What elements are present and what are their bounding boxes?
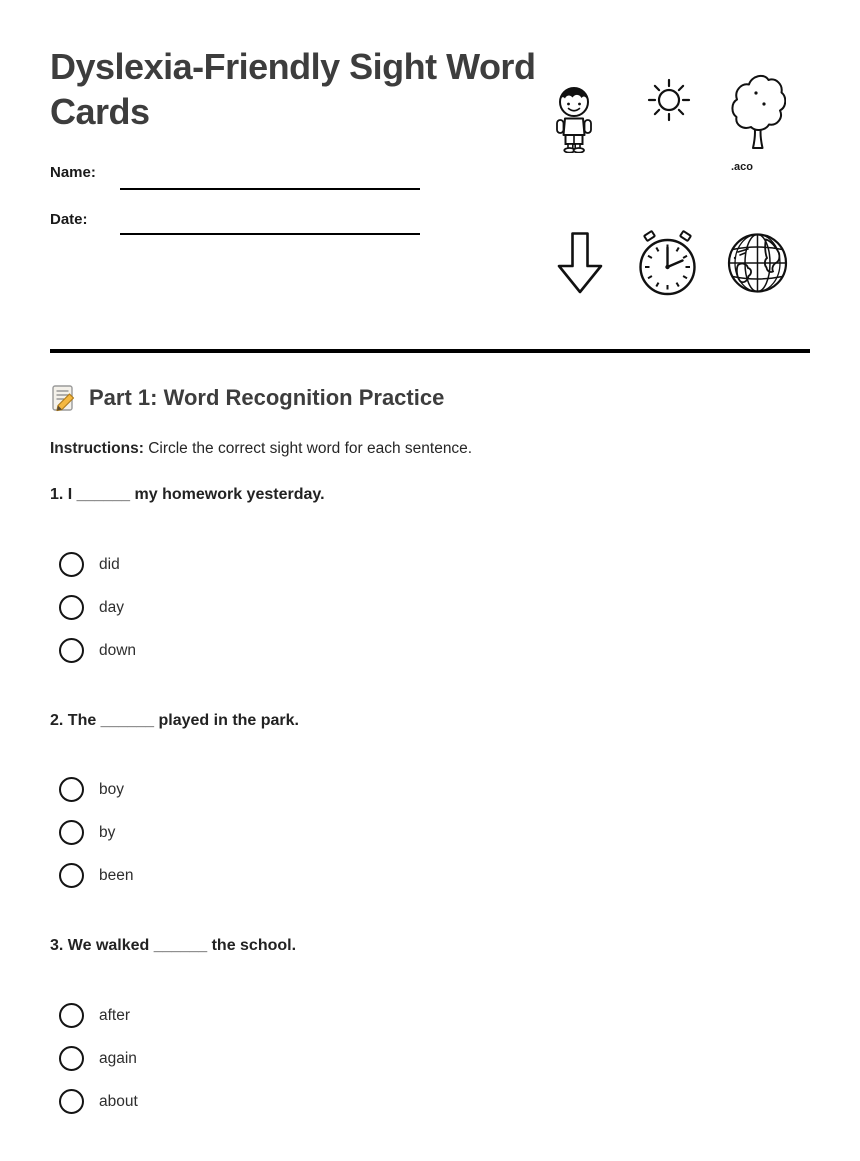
radio-button[interactable]	[59, 552, 84, 577]
date-input-line[interactable]	[120, 217, 420, 235]
part1-heading-text: Part 1: Word Recognition Practice	[89, 385, 445, 410]
option-row	[59, 552, 120, 577]
instructions-label: Instructions:	[50, 440, 144, 457]
question-text: 3. We walked ______ the school.	[50, 937, 297, 954]
option-label: down	[99, 641, 137, 659]
option-row	[59, 1046, 137, 1071]
instructions-text: Circle the correct sight word for each sentence.	[148, 440, 473, 457]
radio-button[interactable]	[59, 820, 84, 845]
option-label: again	[99, 1049, 137, 1067]
option-label: about	[99, 1092, 138, 1110]
question-text: 2. The ______ played in the park.	[50, 712, 299, 729]
option-row	[59, 638, 136, 663]
memo-icon	[50, 384, 78, 412]
arrow-down-icon	[556, 231, 604, 295]
date-label: Date:	[50, 211, 88, 228]
option-label: by	[99, 823, 116, 841]
option-row	[59, 1003, 130, 1028]
option-label: did	[99, 555, 120, 573]
option-label: boy	[99, 780, 124, 798]
part1-heading	[50, 384, 444, 412]
option-label: after	[99, 1006, 131, 1024]
option-row	[59, 1089, 138, 1114]
option-label: day	[99, 598, 124, 616]
radio-button[interactable]	[59, 1003, 84, 1028]
radio-button[interactable]	[59, 638, 84, 663]
option-row	[59, 820, 115, 845]
option-label: been	[99, 866, 134, 884]
instructions	[50, 440, 472, 458]
radio-button[interactable]	[59, 777, 84, 802]
radio-button[interactable]	[59, 863, 84, 888]
sun-icon	[645, 76, 693, 124]
tree-icon	[729, 68, 786, 155]
option-row	[59, 595, 124, 620]
tree-caption: .aco	[731, 161, 754, 173]
name-input-line[interactable]	[120, 172, 420, 190]
question-text: 1. I ______ my homework yesterday.	[50, 486, 325, 503]
option-row	[59, 863, 133, 888]
globe-icon	[726, 231, 789, 295]
radio-button[interactable]	[59, 1089, 84, 1114]
section-divider	[50, 349, 810, 353]
boy-icon	[548, 84, 600, 153]
stopwatch-icon	[635, 228, 700, 297]
option-row	[59, 777, 124, 802]
name-label: Name:	[50, 164, 96, 181]
radio-button[interactable]	[59, 1046, 84, 1071]
radio-button[interactable]	[59, 595, 84, 620]
page-title: Dyslexia-Friendly Sight Word Cards	[50, 46, 536, 132]
